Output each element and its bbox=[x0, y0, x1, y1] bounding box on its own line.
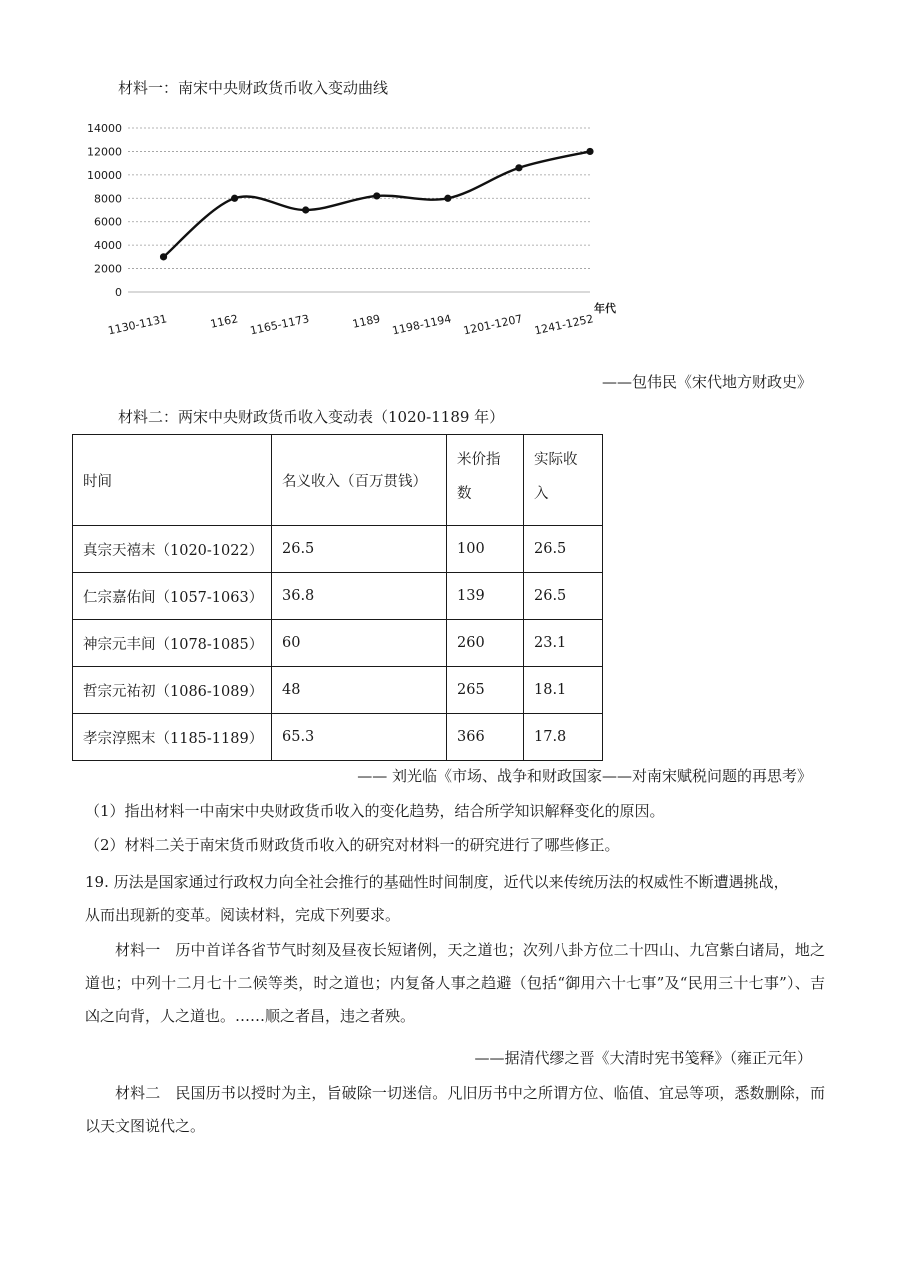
y-tick-label: 8000 bbox=[94, 192, 122, 206]
question-1: （1）指出材料一中南宋中央财政货币收入的变化趋势，结合所学知识解释变化的原因。 bbox=[85, 802, 665, 820]
revenue-line-chart bbox=[70, 112, 640, 347]
cell-nominal: 65.3 bbox=[272, 714, 447, 761]
x-tick-label: 1241-1252 bbox=[533, 312, 595, 338]
table-row bbox=[73, 714, 603, 761]
x-tick-label: 1189 bbox=[351, 312, 382, 331]
cell-nominal: 48 bbox=[272, 667, 447, 714]
data-point bbox=[444, 195, 451, 202]
cell-price-index: 366 bbox=[447, 714, 524, 761]
q19-stem-line2: 从而出现新的变革。阅读材料，完成下列要求。 bbox=[85, 906, 401, 924]
x-axis-title: 年代 bbox=[594, 302, 616, 315]
table-row bbox=[73, 573, 603, 620]
data-point bbox=[586, 148, 593, 155]
q19-material1-source: ——据清代缪之晋《大清时宪书笺释》（雍正元年） bbox=[474, 1049, 812, 1067]
y-tick-label: 14000 bbox=[87, 122, 122, 135]
x-tick-label: 1198-1194 bbox=[391, 312, 453, 338]
y-tick-label: 2000 bbox=[94, 262, 122, 276]
cell-period: 仁宗嘉佑间（1057-1063） bbox=[73, 573, 272, 620]
cell-nominal: 26.5 bbox=[272, 526, 447, 573]
cell-price-index: 260 bbox=[447, 620, 524, 667]
data-point bbox=[231, 195, 238, 202]
table-row bbox=[73, 667, 603, 714]
y-tick-label: 6000 bbox=[94, 215, 122, 229]
header-cell-real: 实际收 入 bbox=[524, 435, 603, 526]
header-cell-price-index: 米价指 数 bbox=[447, 435, 524, 526]
header-cell-time: 时间 bbox=[73, 435, 272, 526]
y-tick-label: 0 bbox=[115, 286, 122, 299]
cell-real: 18.1 bbox=[524, 667, 603, 714]
material1-title: 材料一：南宋中央财政货币收入变动曲线 bbox=[118, 79, 389, 97]
y-tick-label: 4000 bbox=[94, 239, 122, 253]
cell-real: 26.5 bbox=[524, 573, 603, 620]
x-tick-label: 1201-1207 bbox=[462, 312, 524, 338]
table-header-row bbox=[73, 435, 603, 526]
cell-period: 神宗元丰间（1078-1085） bbox=[73, 620, 272, 667]
cell-period: 真宗天禧末（1020-1022） bbox=[73, 526, 272, 573]
cell-real: 23.1 bbox=[524, 620, 603, 667]
y-tick-label: 10000 bbox=[87, 168, 122, 182]
q19-material2: 材料二 民国历书以授时为主，旨破除一切迷信。凡旧历书中之所谓方位、临值、宜忌等项，悉数删除，而以天文图说代之。 bbox=[85, 1084, 825, 1135]
data-point bbox=[160, 253, 167, 260]
header-cell-nominal: 名义收入（百万贯钱） bbox=[272, 435, 447, 526]
cell-period: 哲宗元祐初（1086-1089） bbox=[73, 667, 272, 714]
cell-real: 17.8 bbox=[524, 714, 603, 761]
cell-price-index: 100 bbox=[447, 526, 524, 573]
question-2: （2）材料二关于南宋货币财政货币收入的研究对材料一的研究进行了哪些修正。 bbox=[85, 836, 620, 854]
material1-source: ——包伟民《宋代地方财政史》 bbox=[601, 373, 812, 391]
data-point bbox=[515, 164, 522, 171]
x-tick-label: 1130-1131 bbox=[106, 312, 169, 338]
x-tick-label: 1162 bbox=[209, 312, 240, 331]
material2-title: 材料二：两宋中央财政货币收入变动表（1020-1189 年） bbox=[118, 408, 505, 426]
q19-stem-line1: 19. 历法是国家通过行政权力向全社会推行的基础性时间制度，近代以来传统历法的权威性不断遭遇挑战， bbox=[85, 873, 789, 891]
cell-nominal: 60 bbox=[272, 620, 447, 667]
material2-source: —— 刘光临《市场、战争和财政国家——对南宋赋税问题的再思考》 bbox=[357, 767, 812, 785]
table-row bbox=[73, 620, 603, 667]
cell-nominal: 36.8 bbox=[272, 573, 447, 620]
cell-price-index: 139 bbox=[447, 573, 524, 620]
data-point bbox=[373, 192, 380, 199]
cell-real: 26.5 bbox=[524, 526, 603, 573]
q19-material1: 材料一 历中首详各省节气时刻及昼夜长短诸例，天之道也；次列八卦方位二十四山、九宫紫白诸局，地之道也；中列十二月七十二候等类，时之道也；内复备人事之趋避（包括“御用六十七事”及“民用三十七事”）、吉凶之向背，人之道也。……顺之者昌，违之者殃。 bbox=[85, 941, 825, 1025]
cell-period: 孝宗淳熙末（1185-1189） bbox=[73, 714, 272, 761]
cell-price-index: 265 bbox=[447, 667, 524, 714]
revenue-table bbox=[72, 434, 603, 761]
x-tick-label: 1165-1173 bbox=[248, 312, 311, 338]
table-row bbox=[73, 526, 603, 573]
y-tick-label: 12000 bbox=[87, 145, 122, 159]
data-point bbox=[302, 206, 309, 213]
series-line bbox=[164, 151, 590, 256]
